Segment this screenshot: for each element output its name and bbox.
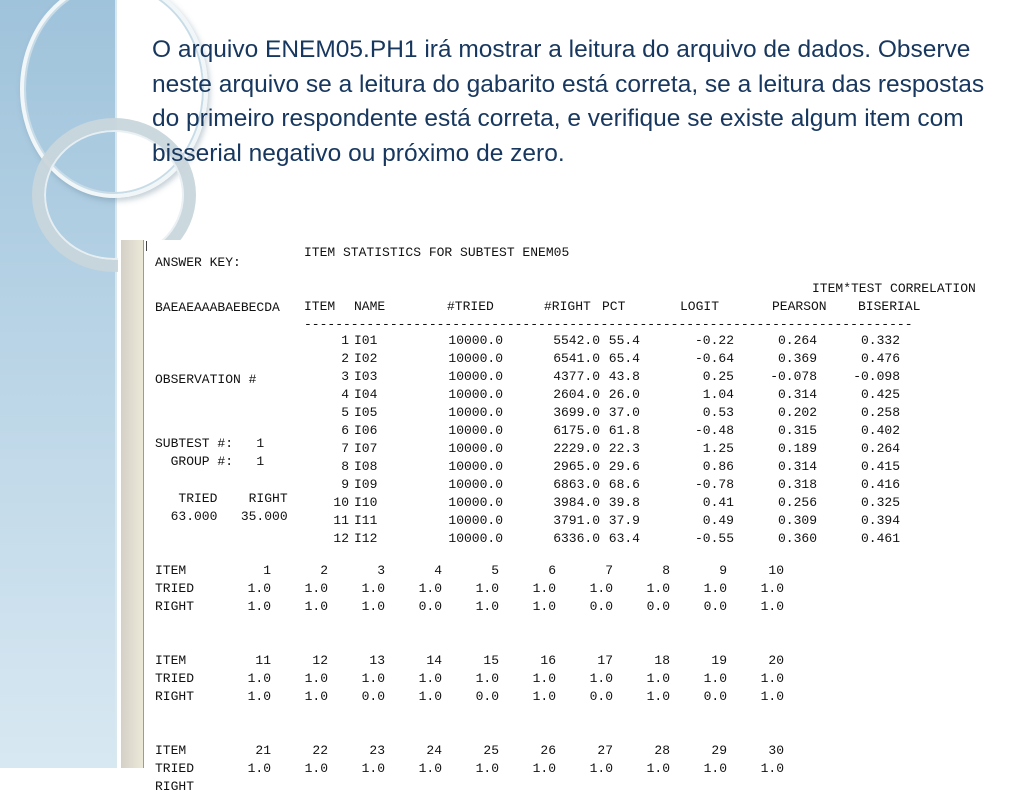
row-label-right: RIGHT: [155, 689, 195, 704]
table-row: [302, 404, 1022, 422]
block-cell-item: 7: [605, 563, 613, 578]
table-row: [302, 368, 1022, 386]
cell-pearson: -0.078: [770, 369, 817, 384]
cell-pct: 22.3: [608, 441, 640, 456]
block-cell-right: 0.0: [418, 599, 442, 614]
cell-tried: 10000.0: [448, 423, 503, 438]
column-header-right: #RIGHT: [544, 299, 591, 314]
block-cell-tried: 1.0: [304, 581, 328, 596]
cell-name: I01: [354, 333, 378, 348]
cell-item: 9: [341, 477, 349, 492]
block-cell-tried: 1.0: [247, 581, 271, 596]
block-cell-right: 1.0: [646, 689, 670, 704]
cell-biserial: 0.415: [860, 459, 900, 474]
block-cell-item: 17: [597, 653, 613, 668]
block-cell-tried: 1.0: [475, 761, 499, 776]
cell-right: 6863.0: [553, 477, 600, 492]
cell-biserial: 0.332: [860, 333, 900, 348]
cell-item: 5: [341, 405, 349, 420]
slide-text: O arquivo ENEM05.PH1 irá mostrar a leitura do arquivo de dados. Observe neste arquivo se a leitura do gabarito está correta, se a leitura das respostas do primeiro respondente está correta, e verifique se existe algum item com bisserial negativo ou próximo de zero.: [152, 36, 985, 167]
cell-right: 6336.0: [553, 531, 600, 546]
cell-right: 6541.0: [553, 351, 600, 366]
answer-key-value: BAEAEAAABAEBECDA: [155, 300, 280, 315]
block-cell-right: 1.0: [247, 689, 271, 704]
block-cell-tried: 1.0: [361, 671, 385, 686]
cell-right: 4377.0: [553, 369, 600, 384]
block-cell-tried: 1.0: [361, 581, 385, 596]
cell-item: 10: [333, 495, 349, 510]
block-cell-right: 1.0: [532, 599, 556, 614]
window-frame: [121, 240, 144, 768]
cell-logit: 1.25: [702, 441, 734, 456]
block-cell-tried: 1.0: [646, 671, 670, 686]
block-cell-right: 1.0: [760, 599, 784, 614]
cell-name: I02: [354, 351, 378, 366]
block-cell-item: 12: [312, 653, 328, 668]
block-cell-tried: 1.0: [418, 761, 442, 776]
tried-right-header: TRIED RIGHT: [155, 491, 288, 506]
table-row: [302, 494, 1022, 512]
column-header-item: ITEM: [304, 299, 336, 314]
cell-tried: 10000.0: [448, 369, 503, 384]
block-cell-right: 0.0: [703, 689, 727, 704]
table-row: [302, 386, 1022, 404]
row-label-item: ITEM: [155, 743, 187, 758]
column-header-pct: PCT: [602, 299, 626, 314]
group-line: GROUP #: 1: [155, 454, 265, 469]
block-cell-tried: 1.0: [703, 671, 727, 686]
block-cell-tried: 1.0: [304, 761, 328, 776]
cell-logit: -0.64: [694, 351, 734, 366]
cell-tried: 10000.0: [448, 405, 503, 420]
block-cell-tried: 1.0: [418, 671, 442, 686]
cell-tried: 10000.0: [448, 477, 503, 492]
window-frame-tick: [146, 241, 147, 251]
block-cell-item: 19: [711, 653, 727, 668]
cell-right: 5542.0: [553, 333, 600, 348]
output-file-screenshot: [118, 240, 1024, 794]
block-cell-item: 14: [426, 653, 442, 668]
cell-name: I06: [354, 423, 378, 438]
cell-pct: 55.4: [608, 333, 640, 348]
cell-tried: 10000.0: [448, 531, 503, 546]
cell-pearson: 0.314: [777, 459, 817, 474]
cell-biserial: 0.461: [860, 531, 900, 546]
cell-item: 6: [341, 423, 349, 438]
block-cell-item: 8: [662, 563, 670, 578]
cell-pct: 26.0: [608, 387, 640, 402]
block-cell-tried: 1.0: [760, 581, 784, 596]
cell-right: 3984.0: [553, 495, 600, 510]
subtest-line: SUBTEST #: 1: [155, 436, 265, 451]
block-cell-item: 24: [426, 743, 442, 758]
cell-biserial: 0.258: [860, 405, 900, 420]
cell-name: I12: [354, 531, 378, 546]
cell-pearson: 0.309: [777, 513, 817, 528]
block-cell-right: 1.0: [475, 599, 499, 614]
cell-right: 3699.0: [553, 405, 600, 420]
cell-right: 3791.0: [553, 513, 600, 528]
block-cell-tried: 1.0: [760, 761, 784, 776]
cell-name: I11: [354, 513, 378, 528]
cell-item: 8: [341, 459, 349, 474]
row-label-tried: TRIED: [155, 671, 195, 686]
block-cell-tried: 1.0: [646, 581, 670, 596]
cell-pearson: 0.315: [777, 423, 817, 438]
column-header-tried: #TRIED: [447, 299, 494, 314]
block-cell-tried: 1.0: [361, 761, 385, 776]
block-cell-tried: 1.0: [475, 581, 499, 596]
block-cell-right: 0.0: [589, 599, 613, 614]
tried-right-values: 63.000 35.000: [155, 509, 288, 524]
table-row: [302, 440, 1022, 458]
row-label-item: ITEM: [155, 563, 187, 578]
cell-tried: 10000.0: [448, 387, 503, 402]
block-cell-item: 20: [768, 653, 784, 668]
block-cell-item: 23: [369, 743, 385, 758]
cell-logit: -0.78: [694, 477, 734, 492]
block-cell-item: 4: [434, 563, 442, 578]
decorative-sidebar: [0, 0, 117, 768]
table-row: [302, 512, 1022, 530]
item-statistics-window: [302, 240, 1024, 555]
block-cell-tried: 1.0: [247, 761, 271, 776]
block-cell-tried: 1.0: [589, 581, 613, 596]
block-cell-item: 10: [768, 563, 784, 578]
cell-pearson: 0.189: [777, 441, 817, 456]
block-cell-tried: 1.0: [646, 761, 670, 776]
cell-logit: 0.53: [702, 405, 734, 420]
cell-tried: 10000.0: [448, 513, 503, 528]
block-cell-right: 1.0: [304, 599, 328, 614]
cell-logit: 1.04: [702, 387, 734, 402]
block-cell-tried: 1.0: [760, 671, 784, 686]
block-cell-tried: 1.0: [589, 671, 613, 686]
block-cell-item: 5: [491, 563, 499, 578]
column-header-name: NAME: [354, 299, 386, 314]
cell-logit: 0.25: [702, 369, 734, 384]
block-cell-tried: 1.0: [532, 761, 556, 776]
answer-key-panel: [155, 249, 301, 554]
block-cell-item: 29: [711, 743, 727, 758]
row-label-right: RIGHT: [155, 599, 195, 614]
cell-right: 2965.0: [553, 459, 600, 474]
row-label-tried: TRIED: [155, 761, 195, 776]
column-header-pearson: PEARSON: [772, 299, 827, 314]
cell-biserial: 0.402: [860, 423, 900, 438]
block-cell-right: 1.0: [361, 599, 385, 614]
cell-pct: 68.6: [608, 477, 640, 492]
cell-name: I09: [354, 477, 378, 492]
correlation-header: ITEM*TEST CORRELATION: [812, 281, 976, 296]
cell-pct: 65.4: [608, 351, 640, 366]
table-row: [302, 332, 1022, 350]
cell-right: 2229.0: [553, 441, 600, 456]
row-label-tried: TRIED: [155, 581, 195, 596]
row-label-right: RIGHT: [155, 779, 195, 794]
cell-logit: -0.22: [694, 333, 734, 348]
cell-pearson: 0.318: [777, 477, 817, 492]
block-cell-tried: 1.0: [475, 671, 499, 686]
block-cell-item: 11: [255, 653, 271, 668]
cell-tried: 10000.0: [448, 441, 503, 456]
cell-item: 3: [341, 369, 349, 384]
cell-pearson: 0.264: [777, 333, 817, 348]
cell-name: I10: [354, 495, 378, 510]
block-cell-tried: 1.0: [532, 671, 556, 686]
row-label-item: ITEM: [155, 653, 187, 668]
cell-biserial: 0.476: [860, 351, 900, 366]
cell-biserial: 0.416: [860, 477, 900, 492]
cell-item: 1: [341, 333, 349, 348]
block-cell-item: 25: [483, 743, 499, 758]
block-cell-item: 18: [654, 653, 670, 668]
cell-logit: -0.55: [694, 531, 734, 546]
stats-separator: ------------------------------------------------------------------------------: [304, 317, 913, 332]
block-cell-item: 15: [483, 653, 499, 668]
cell-item: 4: [341, 387, 349, 402]
cell-biserial: 0.425: [860, 387, 900, 402]
cell-pct: 29.6: [608, 459, 640, 474]
block-cell-right: 1.0: [418, 689, 442, 704]
cell-biserial: 0.264: [860, 441, 900, 456]
stats-title: ITEM STATISTICS FOR SUBTEST ENEM05: [304, 245, 570, 260]
block-cell-item: 9: [719, 563, 727, 578]
cell-tried: 10000.0: [448, 333, 503, 348]
cell-pearson: 0.360: [777, 531, 817, 546]
cell-pearson: 0.369: [777, 351, 817, 366]
block-cell-item: 2: [320, 563, 328, 578]
cell-pearson: 0.202: [777, 405, 817, 420]
answer-key-label: ANSWER KEY:: [155, 255, 241, 270]
cell-right: 2604.0: [553, 387, 600, 402]
cell-name: I07: [354, 441, 378, 456]
block-cell-item: 26: [540, 743, 556, 758]
block-cell-item: 22: [312, 743, 328, 758]
block-cell-item: 3: [377, 563, 385, 578]
block-cell-item: 28: [654, 743, 670, 758]
block-cell-tried: 1.0: [703, 761, 727, 776]
block-cell-right: 0.0: [703, 599, 727, 614]
cell-logit: -0.48: [694, 423, 734, 438]
cell-item: 2: [341, 351, 349, 366]
cell-logit: 0.86: [702, 459, 734, 474]
cell-pct: 61.8: [608, 423, 640, 438]
table-row: [302, 422, 1022, 440]
cell-name: I04: [354, 387, 378, 402]
block-cell-item: 30: [768, 743, 784, 758]
block-cell-right: 1.0: [247, 599, 271, 614]
block-cell-tried: 1.0: [589, 761, 613, 776]
block-cell-tried: 1.0: [418, 581, 442, 596]
cell-pct: 39.8: [608, 495, 640, 510]
block-cell-right: 1.0: [532, 689, 556, 704]
cell-pct: 37.9: [608, 513, 640, 528]
cell-name: I05: [354, 405, 378, 420]
column-header-biserial: BISERIAL: [858, 299, 921, 314]
column-header-logit: LOGIT: [680, 299, 720, 314]
cell-biserial: -0.098: [853, 369, 900, 384]
cell-logit: 0.41: [702, 495, 734, 510]
cell-name: I08: [354, 459, 378, 474]
cell-pct: 63.4: [608, 531, 640, 546]
table-row: [302, 458, 1022, 476]
cell-pearson: 0.314: [777, 387, 817, 402]
observation-label: OBSERVATION #: [155, 372, 257, 387]
cell-tried: 10000.0: [448, 459, 503, 474]
cell-tried: 10000.0: [448, 351, 503, 366]
block-cell-item: 21: [255, 743, 271, 758]
block-cell-item: 16: [540, 653, 556, 668]
block-cell-right: 0.0: [475, 689, 499, 704]
table-row: [302, 476, 1022, 494]
block-cell-right: 0.0: [361, 689, 385, 704]
table-row: [302, 530, 1022, 548]
block-cell-right: 1.0: [760, 689, 784, 704]
block-cell-item: 27: [597, 743, 613, 758]
block-cell-item: 6: [548, 563, 556, 578]
cell-item: 7: [341, 441, 349, 456]
table-row: [302, 350, 1022, 368]
block-cell-tried: 1.0: [703, 581, 727, 596]
block-cell-right: 0.0: [589, 689, 613, 704]
block-cell-item: 13: [369, 653, 385, 668]
block-cell-tried: 1.0: [304, 671, 328, 686]
block-cell-tried: 1.0: [247, 671, 271, 686]
cell-tried: 10000.0: [448, 495, 503, 510]
block-cell-tried: 1.0: [532, 581, 556, 596]
cell-name: I03: [354, 369, 378, 384]
cell-pct: 43.8: [608, 369, 640, 384]
cell-pct: 37.0: [608, 405, 640, 420]
cell-biserial: 0.394: [860, 513, 900, 528]
cell-pearson: 0.256: [777, 495, 817, 510]
cell-biserial: 0.325: [860, 495, 900, 510]
block-cell-right: 0.0: [646, 599, 670, 614]
cell-item: 12: [333, 531, 349, 546]
cell-item: 11: [333, 513, 349, 528]
cell-right: 6175.0: [553, 423, 600, 438]
block-cell-item: 1: [263, 563, 271, 578]
cell-logit: 0.49: [702, 513, 734, 528]
block-cell-right: 1.0: [304, 689, 328, 704]
